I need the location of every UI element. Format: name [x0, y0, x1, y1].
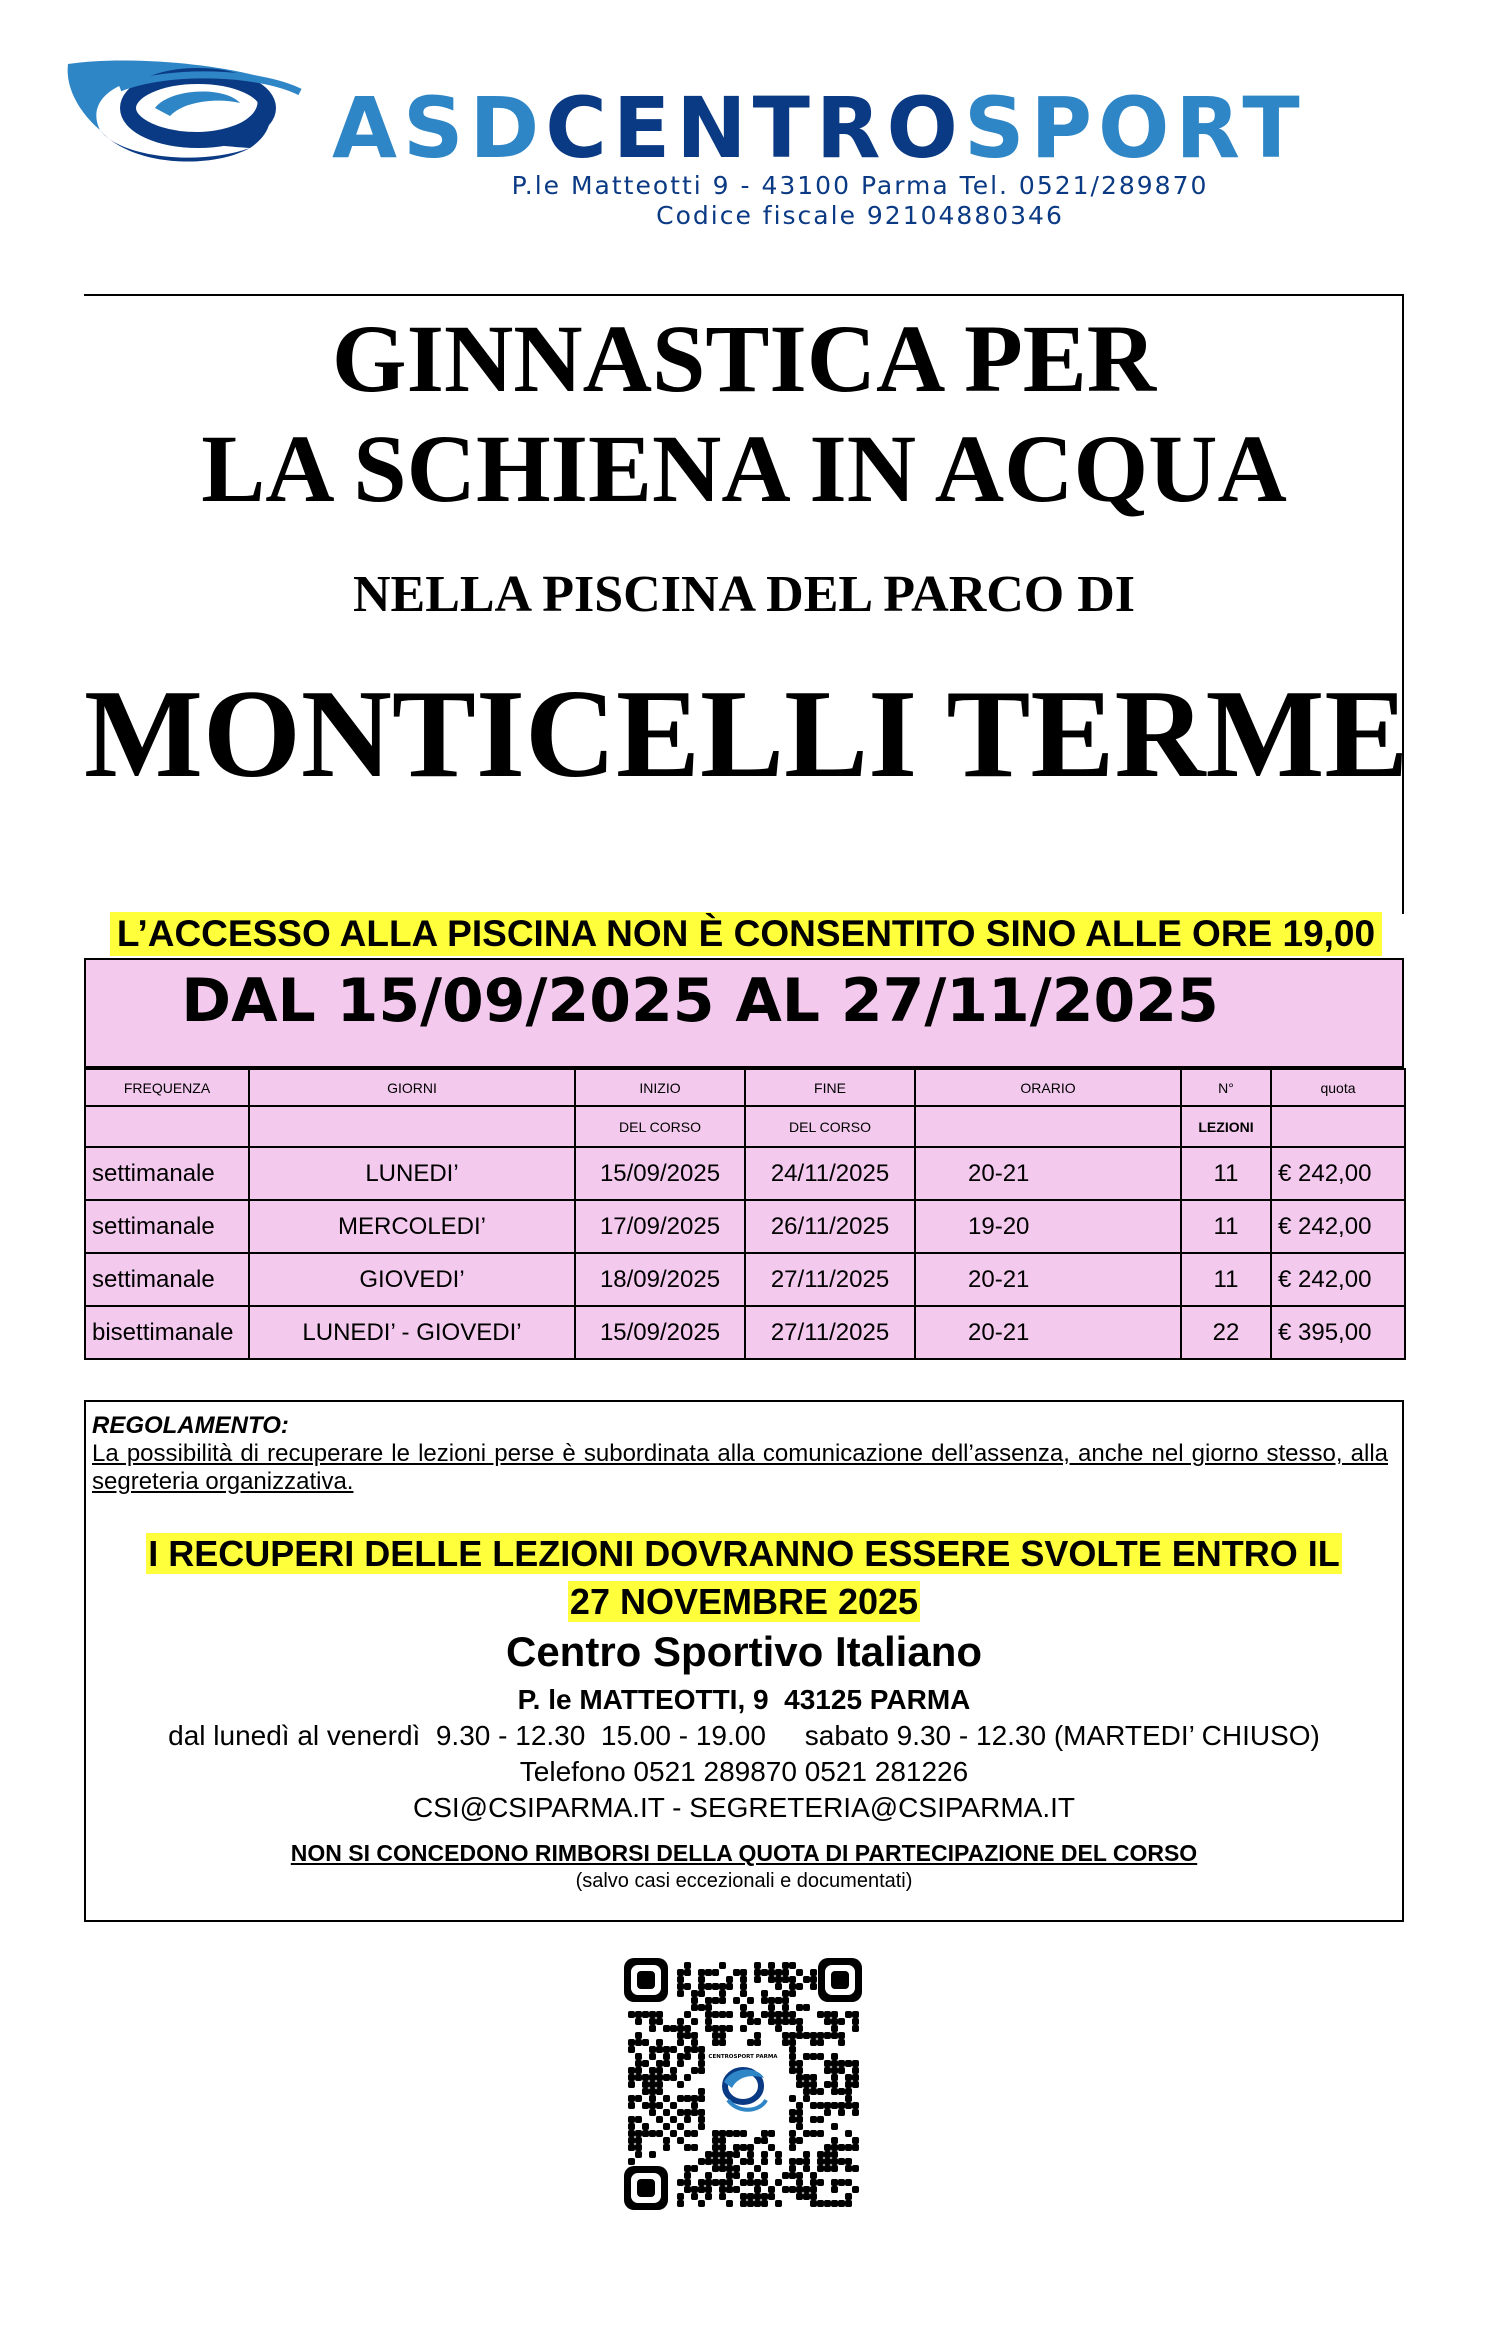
- cell-days: GIOVEDI’: [249, 1253, 575, 1306]
- brand-logo: [60, 58, 1440, 238]
- cell-frequency: settimanale: [85, 1200, 249, 1253]
- cell-start: 15/09/2025: [575, 1147, 745, 1200]
- cell-count: 11: [1181, 1147, 1271, 1200]
- header-count: N°: [1181, 1069, 1271, 1106]
- table-row: [85, 1306, 1405, 1359]
- recovery-deadline: [86, 1530, 1402, 1626]
- subheader-empty: [1271, 1106, 1405, 1147]
- subheader-end: DEL CORSO: [745, 1106, 915, 1147]
- office-hours: dal lunedì al venerdì 9.30 - 12.30 15.00 - 19.00 sabato 9.30 - 12.30 (MARTEDI’ CHIUSO): [168, 1720, 1320, 1751]
- subheader-empty: [85, 1106, 249, 1147]
- cell-start: 17/09/2025: [575, 1200, 745, 1253]
- brand-name-centro: CENTRO: [545, 79, 964, 177]
- access-notice: L’ACCESSO ALLA PISCINA NON È CONSENTITO SINO ALLE ORE 19,00: [110, 912, 1382, 956]
- title-frame: [84, 294, 1409, 914]
- regulation-text: La possibilità di recuperare le lezioni perse è subordinata alla comunicazione dell’assenza, anche nel giorno stesso, alla segreteria organizzativa.: [92, 1440, 1388, 1495]
- brand-tax-code: Codice fiscale 92104880346: [656, 201, 1064, 230]
- title-line-3: NELLA PISCINA DEL PARCO DI: [352, 566, 1136, 623]
- phone-numbers: Telefono 0521 289870 0521 281226: [519, 1756, 969, 1787]
- cell-frequency: bisettimanale: [85, 1306, 249, 1359]
- cell-time: 20-21: [915, 1147, 1181, 1200]
- header-start: INIZIO: [575, 1069, 745, 1106]
- brand-name-asd: ASD: [332, 79, 546, 177]
- regulation-title: REGOLAMENTO:: [92, 1412, 289, 1439]
- qr-code-icon[interactable]: [620, 1954, 866, 2214]
- table-row: [85, 1200, 1405, 1253]
- title-line-2: LA SCHIENA IN ACQUA: [201, 415, 1287, 522]
- cell-end: 27/11/2025: [745, 1306, 915, 1359]
- cell-count: 11: [1181, 1253, 1271, 1306]
- schedule-table: [84, 1068, 1406, 1360]
- header-fee: quota: [1271, 1069, 1405, 1106]
- recovery-line-1: I RECUPERI DELLE LEZIONI DOVRANNO ESSERE SVOLTE ENTRO IL: [148, 1533, 1340, 1574]
- subheader-empty: [915, 1106, 1181, 1147]
- table-row: [85, 1253, 1405, 1306]
- header-time: ORARIO: [915, 1069, 1181, 1106]
- refund-exception: (salvo casi eccezionali e documentati): [575, 1870, 913, 1892]
- cell-frequency: settimanale: [85, 1147, 249, 1200]
- cell-time: 20-21: [915, 1306, 1181, 1359]
- header-days: GIORNI: [249, 1069, 575, 1106]
- cell-fee: € 242,00: [1271, 1147, 1405, 1200]
- cell-frequency: settimanale: [85, 1253, 249, 1306]
- date-range: DAL 15/09/2025 AL 27/11/2025: [181, 966, 1219, 1036]
- cell-end: 26/11/2025: [745, 1200, 915, 1253]
- cell-days: LUNEDI’: [249, 1147, 575, 1200]
- qr-center-label: CENTROSPORT PARMA: [708, 2054, 778, 2060]
- table-subheader-row: [85, 1106, 1405, 1147]
- swoosh-logo-icon: [60, 58, 310, 168]
- cell-time: 20-21: [915, 1253, 1181, 1306]
- cell-fee: € 242,00: [1271, 1253, 1405, 1306]
- cell-time: 19-20: [915, 1200, 1181, 1253]
- header-end: FINE: [745, 1069, 915, 1106]
- cell-count: 22: [1181, 1306, 1271, 1359]
- brand-name: [332, 79, 1306, 177]
- refund-note: NON SI CONCEDONO RIMBORSI DELLA QUOTA DI PARTECIPAZIONE DEL CORSO: [290, 1840, 1198, 1866]
- subheader-empty: [249, 1106, 575, 1147]
- cell-fee: € 395,00: [1271, 1306, 1405, 1359]
- header-frequency: FREQUENZA: [85, 1069, 249, 1106]
- table-row: [85, 1147, 1405, 1200]
- regulation-box: [84, 1400, 1404, 1922]
- brand-address: P.le Matteotti 9 - 43100 Parma Tel. 0521/289870: [511, 171, 1209, 200]
- cell-count: 11: [1181, 1200, 1271, 1253]
- subheader-count: LEZIONI: [1181, 1106, 1271, 1147]
- organization-name: Centro Sportivo Italiano: [505, 1628, 983, 1675]
- cell-start: 18/09/2025: [575, 1253, 745, 1306]
- subheader-start: DEL CORSO: [575, 1106, 745, 1147]
- cell-end: 27/11/2025: [745, 1253, 915, 1306]
- organization-address: P. le MATTEOTTI, 9 43125 PARMA: [517, 1684, 971, 1715]
- recovery-line-2: 27 NOVEMBRE 2025: [569, 1581, 919, 1622]
- date-range-banner: [84, 958, 1404, 1068]
- cell-start: 15/09/2025: [575, 1306, 745, 1359]
- qr-finder-pattern: [818, 1958, 862, 2002]
- brand-name-sport: SPORT: [963, 79, 1306, 177]
- cell-fee: € 242,00: [1271, 1200, 1405, 1253]
- cell-days: LUNEDI’ - GIOVEDI’: [249, 1306, 575, 1359]
- title-location: MONTICELLI TERME: [84, 665, 1409, 804]
- table-header-row: [85, 1069, 1405, 1106]
- cell-end: 24/11/2025: [745, 1147, 915, 1200]
- qr-finder-pattern: [624, 2166, 668, 2210]
- email-addresses: CSI@CSIPARMA.IT - SEGRETERIA@CSIPARMA.IT: [412, 1792, 1076, 1823]
- cell-days: MERCOLEDI’: [249, 1200, 575, 1253]
- qr-finder-pattern: [624, 1958, 668, 2002]
- title-line-1: GINNASTICA PER: [331, 305, 1157, 412]
